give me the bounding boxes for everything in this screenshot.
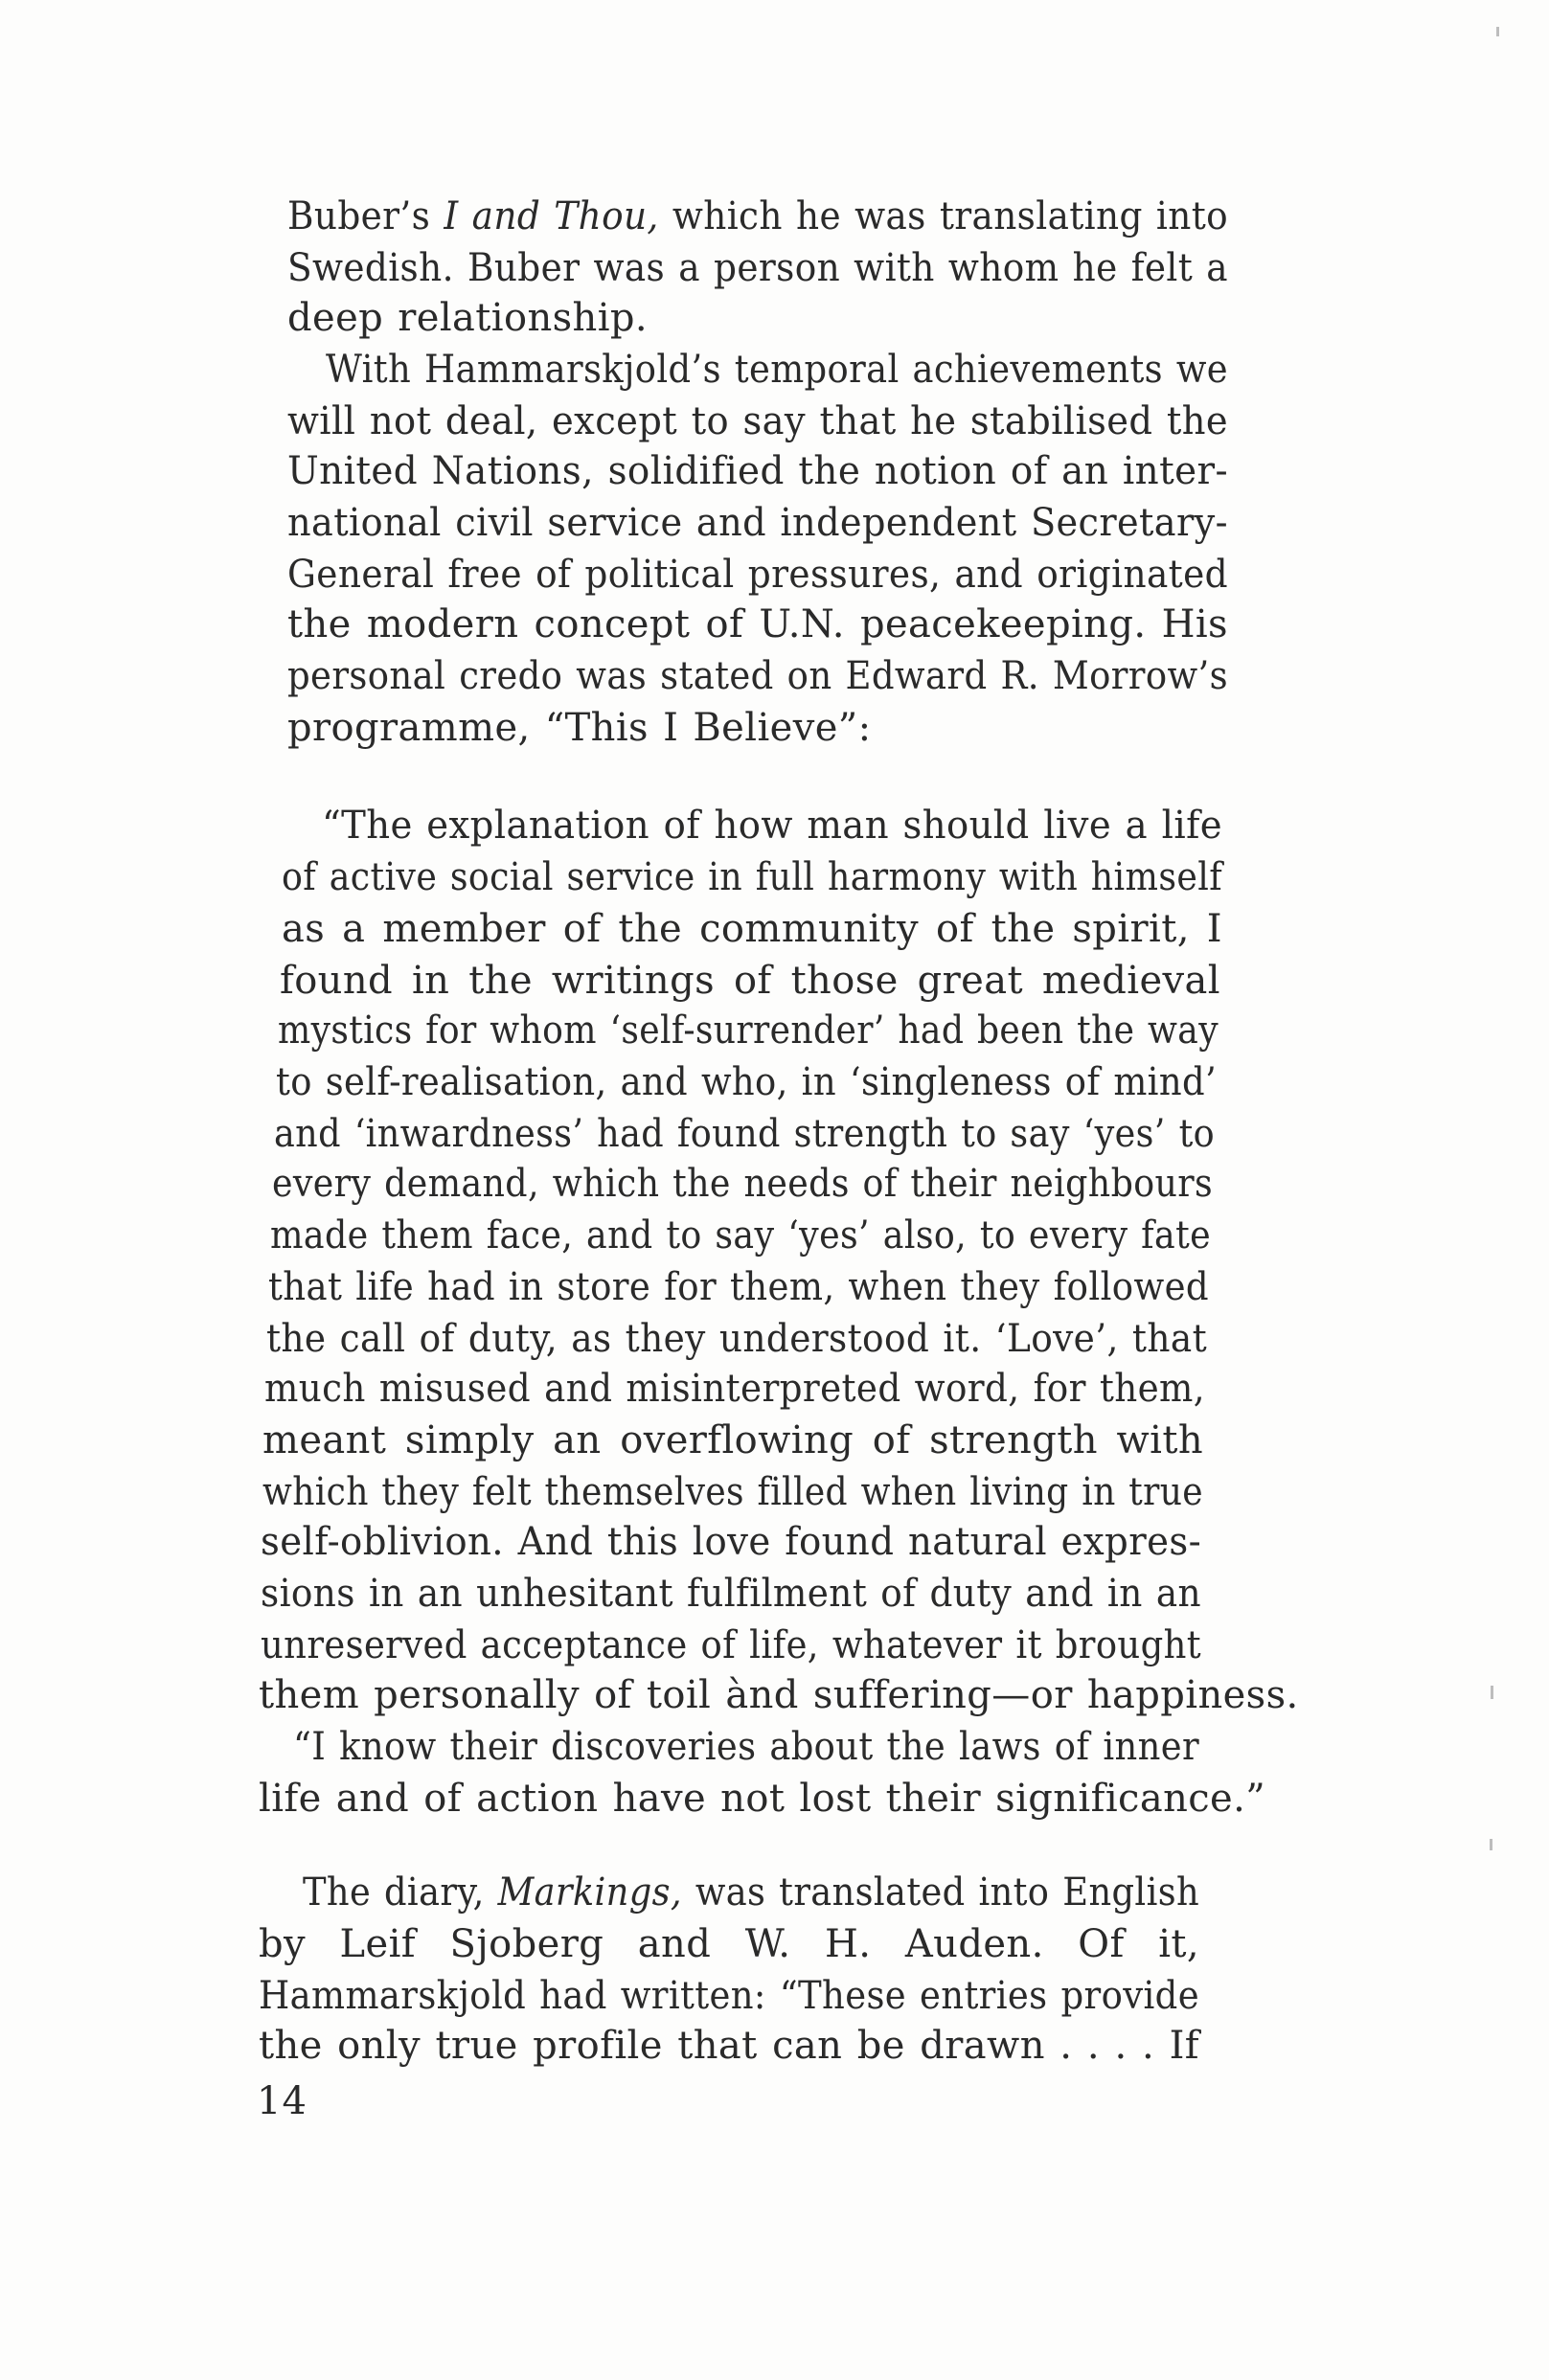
text-line: will not deal, except to say that he stabilised the [287, 399, 1228, 443]
text-line: and ‘inwardness’ had found strength to say ‘yes’ to [274, 1112, 1216, 1156]
text-line: The diary, Markings, was translated into English [303, 1870, 1200, 1915]
text-line: the only true profile that can be drawn . . . . If [259, 2024, 1199, 2068]
text-line: “The explanation of how man should live a life [322, 804, 1223, 848]
text-line: national civil service and independent Secretary- [287, 501, 1228, 545]
text-line: made them face, and to say ‘yes’ also, to every fate [270, 1213, 1211, 1258]
text-line: United Nations, solidified the notion of an inter- [287, 449, 1228, 493]
text-line: With Hammarskjold’s temporal achievements we [326, 348, 1229, 392]
text-line: Swedish. Buber was a person with whom he felt a [287, 246, 1228, 290]
text-line: of active social service in full harmony with himself [282, 855, 1223, 899]
text-line: unreserved acceptance of life, whatever it brought [261, 1623, 1202, 1667]
page-number: 14 [257, 2079, 308, 2123]
text-line: self-oblivion. And this love found natural expres- [261, 1520, 1202, 1564]
scan-speck [1490, 1839, 1492, 1850]
scan-speck [1496, 27, 1499, 36]
text-line: much misused and misinterpreted word, for them, [264, 1367, 1206, 1411]
text-line: every demand, which the needs of their neighbours [272, 1162, 1214, 1206]
text-line: as a member of the community of the spirit, I [282, 907, 1222, 951]
italic-title: I and Thou, [444, 194, 659, 238]
text-line: that life had in store for them, when they followed [268, 1265, 1209, 1309]
text-line: the call of duty, as they understood it. ‘Love’, that [266, 1317, 1208, 1361]
text-line: “I know their discoveries about the laws of inner [293, 1725, 1200, 1769]
scan-speck [1491, 1686, 1493, 1699]
text-line: by Leif Sjoberg and W. H. Auden. Of it, [259, 1922, 1199, 1966]
text-line: life and of action have not lost their significance.” [259, 1777, 1266, 1821]
text-line: the modern concept of U.N. peacekeeping. His [287, 602, 1228, 646]
text-line: which they felt themselves filled when living in true [262, 1470, 1203, 1514]
italic-title: Markings, [497, 1870, 682, 1915]
text-line: found in the writings of those great medieval [280, 959, 1220, 1003]
text-line: deep relationship. [287, 296, 649, 340]
text-line: personal credo was stated on Edward R. Morrow’s [287, 654, 1229, 698]
text-line: mystics for whom ‘self-surrender’ had been the way [278, 1009, 1219, 1053]
text-line: meant simply an overflowing of strength with [262, 1418, 1203, 1462]
text-line: them personally of toil ànd suffering—or happiness. [259, 1673, 1299, 1717]
text-line: Buber’s I and Thou, which he was translating into [287, 194, 1229, 238]
text-line: Hammarskjold had written: “These entries provide [259, 1974, 1199, 2018]
text-line: programme, “This I Believe”: [287, 706, 872, 750]
text-line: sions in an unhesitant fulfilment of duty and in an [261, 1572, 1201, 1616]
text-line: to self-realisation, and who, in ‘singleness of mind’ [276, 1060, 1218, 1104]
text-line: General free of political pressures, and originated [287, 553, 1228, 597]
